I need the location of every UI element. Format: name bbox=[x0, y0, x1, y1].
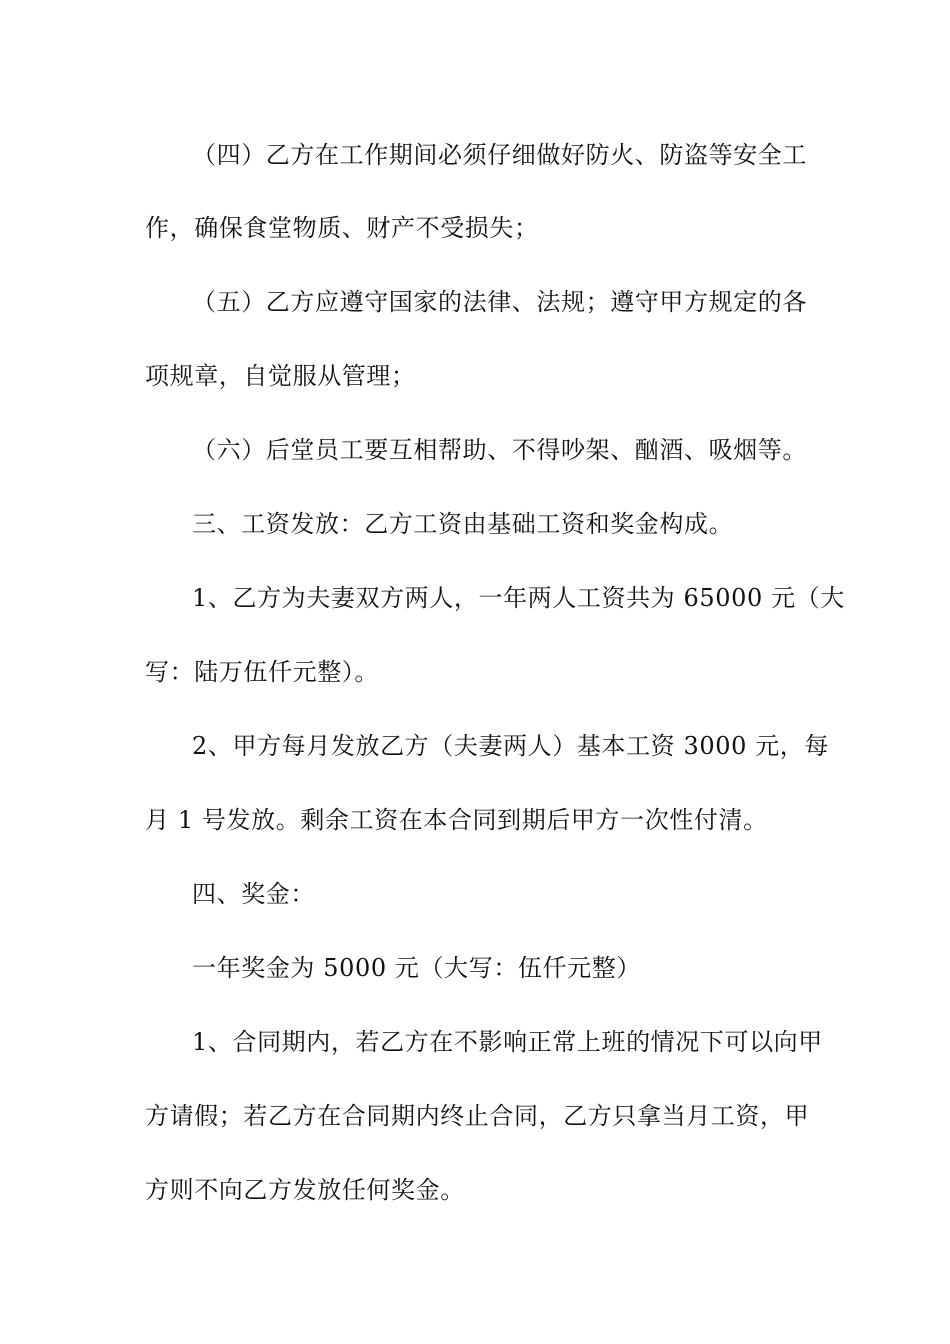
bonus-item-1-line-1: 1、合同期内，若乙方在不影响正常上班的情况下可以向甲 bbox=[192, 1028, 823, 1056]
paragraph-5-line-2: 项规章，自觉服从管理； bbox=[145, 362, 416, 390]
section-3-heading: 三、工资发放：乙方工资由基础工资和奖金构成。 bbox=[192, 510, 734, 538]
paragraph-5-line-1: （五）乙方应遵守国家的法律、法规；遵守甲方规定的各 bbox=[192, 288, 807, 316]
item-1-line-2: 写：陆万伍仟元整）。 bbox=[145, 658, 379, 686]
paragraph-4-line-2: 作，确保食堂物质、财产不受损失； bbox=[145, 214, 539, 242]
paragraph-6-line-1: （六）后堂员工要互相帮助、不得吵架、酗酒、吸烟等。 bbox=[192, 436, 807, 464]
section-4-heading: 四、奖金： bbox=[192, 880, 315, 908]
bonus-item-1-line-2: 方请假；若乙方在合同期内终止合同，乙方只拿当月工资，甲 bbox=[145, 1102, 810, 1130]
item-2-line-2: 月 1 号发放。剩余工资在本合同到期后甲方一次性付清。 bbox=[145, 806, 768, 834]
bonus-item-1-line-3: 方则不向乙方发放任何奖金。 bbox=[145, 1176, 465, 1204]
paragraph-4-line-1: （四）乙方在工作期间必须仔细做好防火、防盗等安全工 bbox=[192, 141, 807, 169]
bonus-amount-line: 一年奖金为 5000 元（大写：伍仟元整） bbox=[192, 954, 641, 982]
item-2-line-1: 2、甲方每月发放乙方（夫妻两人）基本工资 3000 元，每 bbox=[192, 732, 830, 760]
item-1-line-1: 1、乙方为夫妻双方两人，一年两人工资共为 65000 元（大 bbox=[192, 584, 845, 612]
